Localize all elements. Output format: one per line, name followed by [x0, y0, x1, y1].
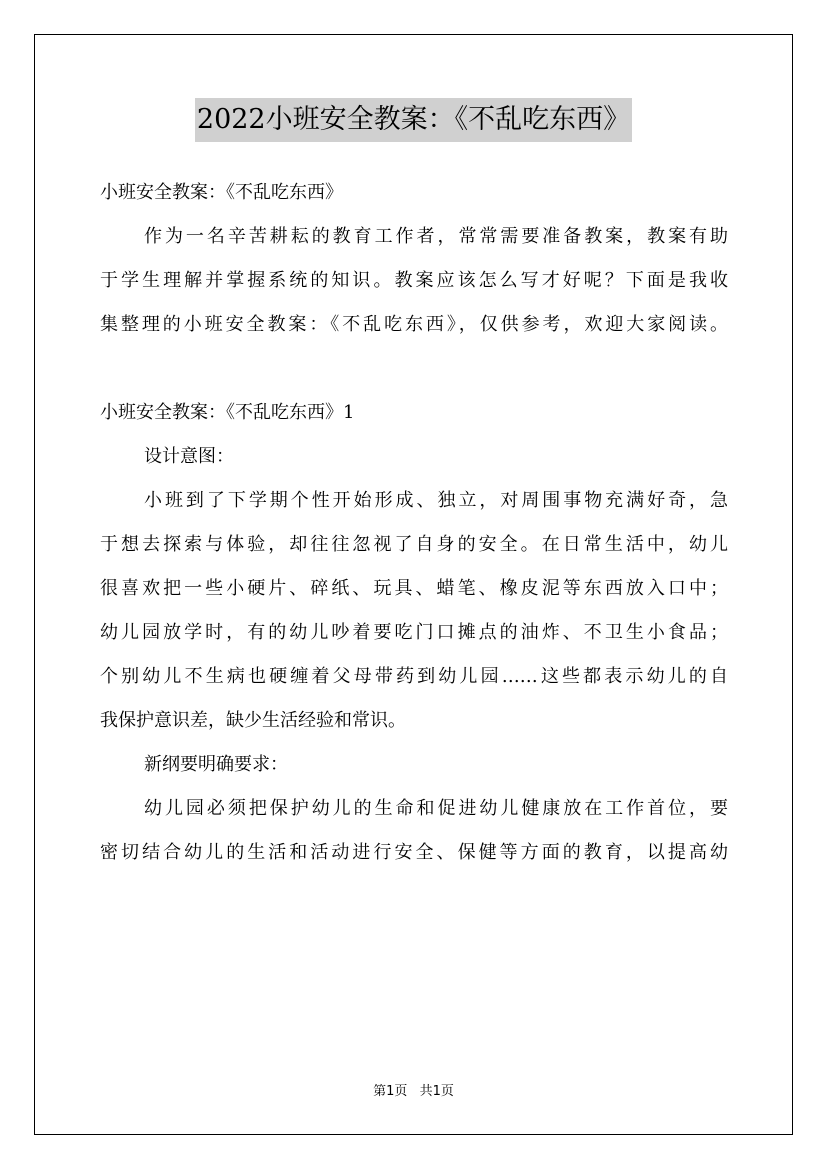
document-title: 2022小班安全教案：《不乱吃东西》: [195, 98, 632, 142]
section-title: 小班安全教案：《不乱吃东西》1: [100, 402, 355, 423]
page-number-total: 共1页: [419, 1084, 454, 1099]
design-line: 幼儿园放学时，有的幼儿吵着要吃门口摊点的油炸、不卫生小食品；: [100, 622, 728, 643]
design-line: 很喜欢把一些小硬片、碎纸、玩具、蜡笔、橡皮泥等东西放入口中；: [100, 578, 728, 599]
design-line: 于想去探索与体验，却往往忽视了自身的安全。在日常生活中，幼儿: [100, 534, 728, 555]
outline-line: 密切结合幼儿的生活和活动进行安全、保健等方面的教育，以提高幼: [100, 842, 728, 863]
outline-heading: 新纲要明确要求：: [144, 754, 288, 775]
design-line: 小班到了下学期个性开始形成、独立，对周围事物充满好奇，急: [144, 490, 728, 511]
document-subtitle: 小班安全教案：《不乱吃东西》: [100, 182, 343, 203]
page-number-current: 第1页: [373, 1084, 408, 1099]
page-footer: [0, 1082, 827, 1102]
intro-line: 集整理的小班安全教案：《不乱吃东西》，仅供参考，欢迎大家阅读。: [100, 314, 728, 335]
design-line: 个别幼儿不生病也硬缠着父母带药到幼儿园……这些都表示幼儿的自: [100, 666, 728, 687]
design-heading: 设计意图：: [144, 446, 234, 467]
outline-line: 幼儿园必须把保护幼儿的生命和促进幼儿健康放在工作首位，要: [144, 798, 728, 819]
paragraph-gap: [100, 347, 728, 391]
design-line: 我保护意识差，缺少生活经验和常识。: [100, 710, 406, 731]
intro-line: 于学生理解并掌握系统的知识。教案应该怎么写才好呢？下面是我收: [100, 270, 728, 291]
document-body: [100, 171, 728, 875]
intro-line: 作为一名辛苦耕耘的教育工作者，常常需要准备教案，教案有助: [144, 226, 728, 247]
title-container: [0, 98, 827, 142]
